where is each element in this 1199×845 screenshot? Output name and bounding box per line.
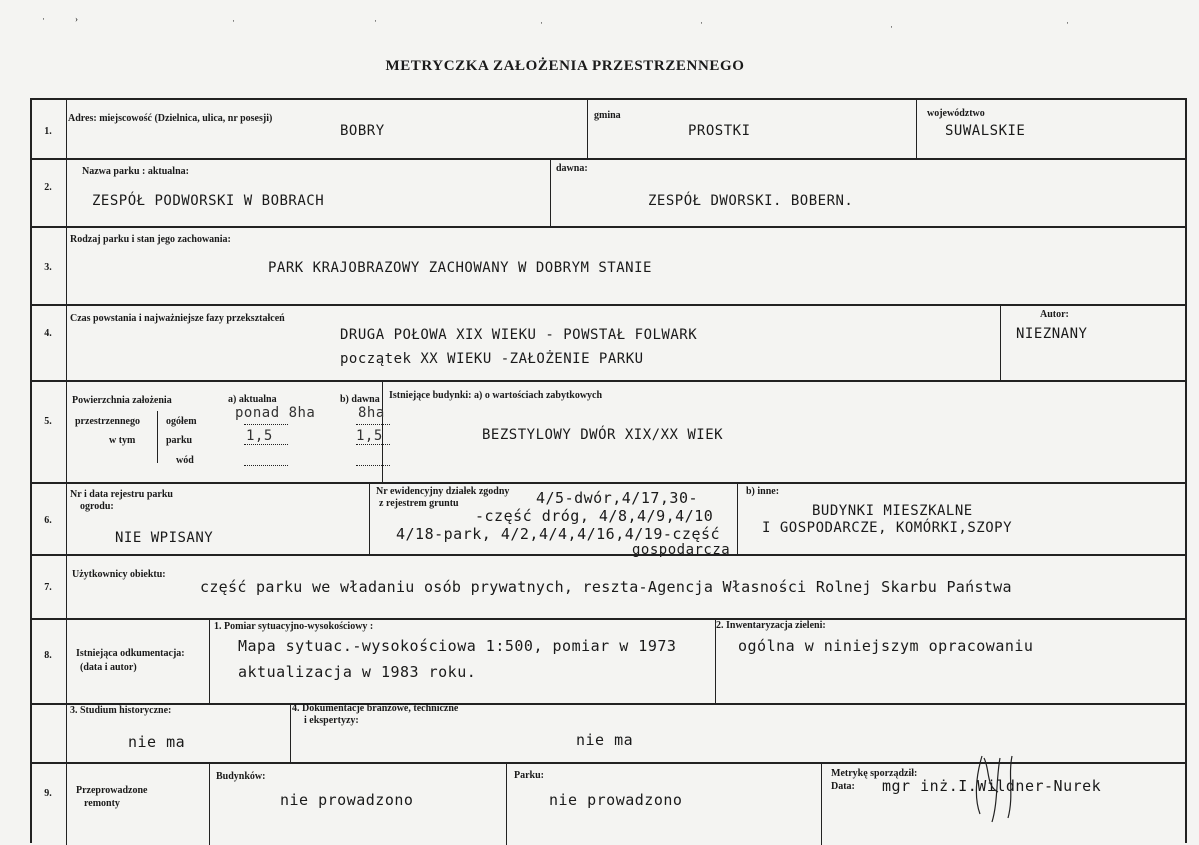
register-value: NIE WPISANY — [115, 530, 214, 546]
park-type-value: PARK KRAJOBRAZOWY ZACHOWANY W DOBRYM STANIE — [268, 260, 652, 276]
other-buildings-line-2: I GOSPODARCZE, KOMÓRKI,SZOPY — [762, 520, 1013, 536]
row-number: 4. — [44, 328, 52, 339]
plots-line: 4/5-dwór,4/17,30- — [536, 489, 699, 507]
history-label: Czas powstania i najważniejsze fazy przekształceń — [70, 313, 285, 324]
park-name-former-label: dawna: — [556, 163, 588, 174]
area-former-park: 1,5 — [356, 428, 383, 444]
address-value: BOBRY — [340, 123, 385, 139]
scan-mark: · — [1066, 18, 1069, 28]
area-divider — [157, 411, 158, 463]
users-label: Użytkownicy obiektu: — [72, 569, 166, 580]
voivodeship-label: województwo — [927, 108, 985, 119]
date-label: Data: — [831, 781, 855, 792]
history-line-2: początek XX WIEKU -ZAŁOŻENIE PARKU — [340, 351, 644, 367]
technical-docs-label-2: i ekspertyzy: — [304, 715, 359, 726]
plots-label: Nr ewidencyjny działek zgodny — [376, 486, 510, 497]
area-current-total: ponad 8ha — [235, 405, 316, 421]
greenery-label: 2. Inwentaryzacja zieleni: — [716, 620, 826, 631]
author-value: NIEZNANY — [1016, 326, 1088, 342]
documentation-label-2: (data i autor) — [80, 662, 137, 673]
area-current-label: a) aktualna — [228, 394, 277, 405]
area-former-total: 8ha — [358, 405, 385, 421]
prepared-by-value: mgr inż.I.Wildner-Nurek — [882, 777, 1102, 795]
row-number: 2. — [44, 182, 52, 193]
plots-line: -część dróg, 4/8,4/9,4/10 — [475, 507, 714, 525]
users-value: część parku we władaniu osób prywatnych, reszta-Agencja Własności Rolnej Skarbu Państwa — [200, 578, 1012, 596]
other-buildings-line-1: BUDYNKI MIESZKALNE — [812, 503, 973, 519]
plots-line: 4/18-park, 4/2,4/4,4/16,4/19-część — [396, 525, 721, 543]
technical-docs-label: 4. Dokumentacje branżowe, techniczne — [292, 703, 459, 714]
technical-docs-value: nie ma — [576, 731, 634, 749]
plots-line: gospodarcza — [632, 542, 731, 558]
historical-study-value: nie ma — [128, 733, 186, 751]
park-label: parku — [166, 435, 193, 446]
area-label-2: przestrzennego — [75, 416, 140, 427]
plots-label-2: z rejestrem gruntu — [379, 498, 459, 509]
renovations-label: Przeprowadzone — [76, 785, 148, 796]
scan-mark: · — [890, 22, 893, 32]
register-label: Nr i data rejestru parku — [70, 489, 173, 500]
gmina-value: PROSTKI — [688, 123, 751, 139]
park-name-label: Nazwa parku : aktualna: — [82, 166, 189, 177]
area-label: Powierzchnia założenia — [72, 395, 172, 406]
register-label-2: ogrodu: — [80, 501, 114, 512]
buildings-renovation-label: Budynków: — [216, 771, 266, 782]
water-label: wód — [176, 455, 194, 466]
survey-label: 1. Pomiar sytuacyjno-wysokościowy : — [214, 621, 374, 632]
gmina-label: gmina — [594, 110, 621, 121]
scan-mark: · — [374, 16, 377, 26]
scan-mark: · — [42, 14, 45, 24]
park-name-former: ZESPÓŁ DWORSKI. BOBERN. — [648, 193, 854, 209]
park-renovation-value: nie prowadzono — [549, 791, 683, 809]
row-number: 9. — [44, 788, 52, 799]
page-title: METRYCZKA ZAŁOŻENIA PRZESTRZENNEGO — [385, 58, 745, 74]
row-number: 6. — [44, 515, 52, 526]
row-number: 1. — [44, 126, 52, 137]
park-type-label: Rodzaj parku i stan jego zachowania: — [70, 234, 231, 245]
greenery-value: ogólna w niniejszym opracowaniu — [738, 637, 1034, 655]
park-name-current: ZESPÓŁ PODWORSKI W BOBRACH — [92, 193, 325, 209]
address-label: Adres: miejscowość (Dzielnica, ulica, nr posesji) — [68, 113, 273, 124]
author-label: Autor: — [1040, 309, 1069, 320]
buildings-renovation-value: nie prowadzono — [280, 791, 414, 809]
total-label: ogółem — [166, 416, 197, 427]
renovations-label-2: remonty — [84, 798, 120, 809]
buildings-label: Istniejące budynki: a) o wartościach zabytkowych — [389, 390, 603, 401]
other-buildings-label: b) inne: — [746, 486, 780, 497]
area-label-3: w tym — [109, 435, 136, 446]
buildings-value: BEZSTYLOWY DWÓR XIX/XX WIEK — [482, 427, 724, 443]
area-former-label: b) dawna — [340, 394, 380, 405]
survey-line-2: aktualizacja w 1983 roku. — [238, 663, 477, 681]
scan-mark: · — [540, 18, 543, 28]
voivodeship-value: SUWALSKIE — [945, 123, 1026, 139]
history-line-1: DRUGA POŁOWA XIX WIEKU - POWSTAŁ FOLWARK — [340, 327, 698, 343]
signature — [968, 752, 1038, 824]
documentation-label: Istniejąca odkumentacja: — [76, 648, 185, 659]
scan-mark: › — [75, 14, 78, 24]
scan-mark: · — [700, 18, 703, 28]
area-current-park: 1,5 — [246, 428, 273, 444]
survey-line-1: Mapa sytuac.-wysokościowa 1:500, pomiar w 1973 — [238, 637, 677, 655]
row-number: 8. — [44, 650, 52, 661]
park-renovation-label: Parku: — [514, 770, 544, 781]
scan-mark: · — [232, 16, 235, 26]
historical-study-label: 3. Studium historyczne: — [70, 705, 172, 716]
prepared-by-label: Metrykę sporządził: — [831, 768, 918, 779]
row-number: 3. — [44, 262, 52, 273]
row-number: 7. — [44, 582, 52, 593]
row-number: 5. — [44, 416, 52, 427]
